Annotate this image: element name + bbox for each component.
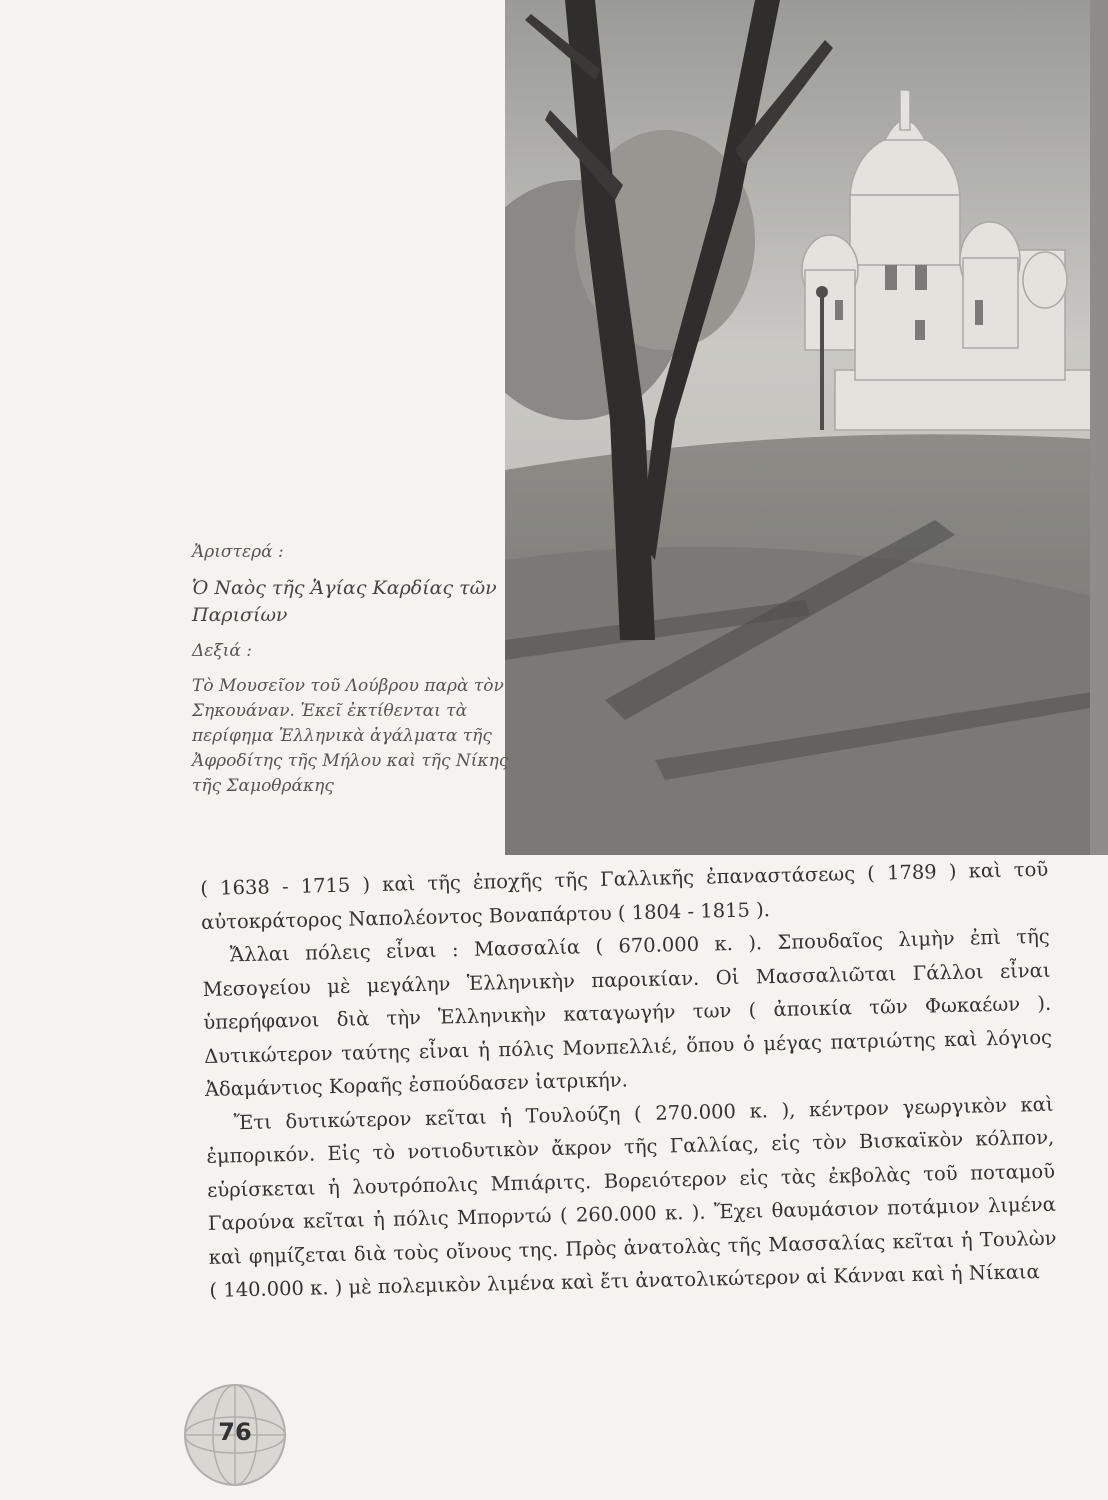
page-number-badge	[180, 1380, 290, 1490]
body-text	[200, 853, 1058, 1308]
caption-right-label: Δεξιά :	[192, 641, 253, 661]
caption-left-label: Ἀριστερά :	[192, 542, 284, 562]
sacre-coeur-photo	[505, 0, 1108, 855]
body-paragraph-2: Ἄλλαι πόλεις εἶναι : Μασσαλία ( 670.000 κ. ). Σπουδαῖος λιμὴν ἐπὶ τῆς Μεσογείου μὲ μεγάλην Ἑλληνικὴν παροικίαν. Οἱ Μασσαλιῶται Γάλλοι εἶναι ὑπερήφανοι διὰ τὴν Ἑλληνικὴν καταγωγήν των ( ἀποικία τῶν Φωκαέων ). Δυτικώτερον ταύτης εἶναι ἡ πόλις Μονπελλιέ, ὅπου ὁ μέγας πατριώτης καὶ λόγιος Ἀδαμάντιος Κοραῆς ἐσπούδασεν ἰατρικήν.	[202, 924, 1053, 1101]
photograph-illustration	[505, 0, 1108, 855]
body-paragraph-1: ( 1638 - 1715 ) καὶ τῆς ἐποχῆς τῆς Γαλλικῆς ἐπαναστάσεως ( 1789 ) καὶ τοῦ αὐτοκράτορος Ναπολέοντος Βοναπάρτου ( 1804 - 1815 ).	[200, 857, 1049, 934]
caption-left-title: Ὁ Ναὸς τῆς Ἁγίας Καρδίας τῶν Παρισίων	[192, 577, 497, 626]
caption-right-description: Τὸ Μουσεῖον τοῦ Λούβρου παρὰ τὸν Σηκουάναν. Ἐκεῖ ἐκτίθενται τὰ περίφημα Ἑλληνικὰ ἀγάλματα τῆς Ἀφροδίτης τῆς Μήλου καὶ τῆς Νίκης τῆς Σαμοθράκης	[192, 676, 509, 796]
body-paragraph-3: Ἔτι δυτικώτερον κεῖται ἡ Τουλούζη ( 270.000 κ. ), κέντρον γεωργικὸν καὶ ἐμπορικόν. Εἰς τὸ νοτιοδυτικὸν ἄκρον τῆς Γαλλίας, εἰς τὸν Βισκαϊκὸν κόλπον, εὑρίσκεται ἡ λουτρόπολις Μπιάριτς. Βορειότερον εἰς τὰς ἐκβολὰς τοῦ ποταμοῦ Γαρούνα κεῖται ἡ πόλις Μπορντώ ( 260.000 κ. ). Ἔχει θαυμάσιον ποτάμιον λιμένα καὶ φημίζεται διὰ τοὺς οἴνους της. Πρὸς ἀνατολὰς τῆς Μασσαλίας κεῖται ἡ Τουλὼν ( 140.000 κ. ) μὲ πολεμικὸν λιμένα καὶ ἔτι ἀνατολικώτερον αἱ Κάνναι καὶ ἡ Νίκαια	[206, 1092, 1057, 1302]
page-number: 76	[218, 1418, 252, 1446]
photo-caption	[192, 540, 517, 799]
